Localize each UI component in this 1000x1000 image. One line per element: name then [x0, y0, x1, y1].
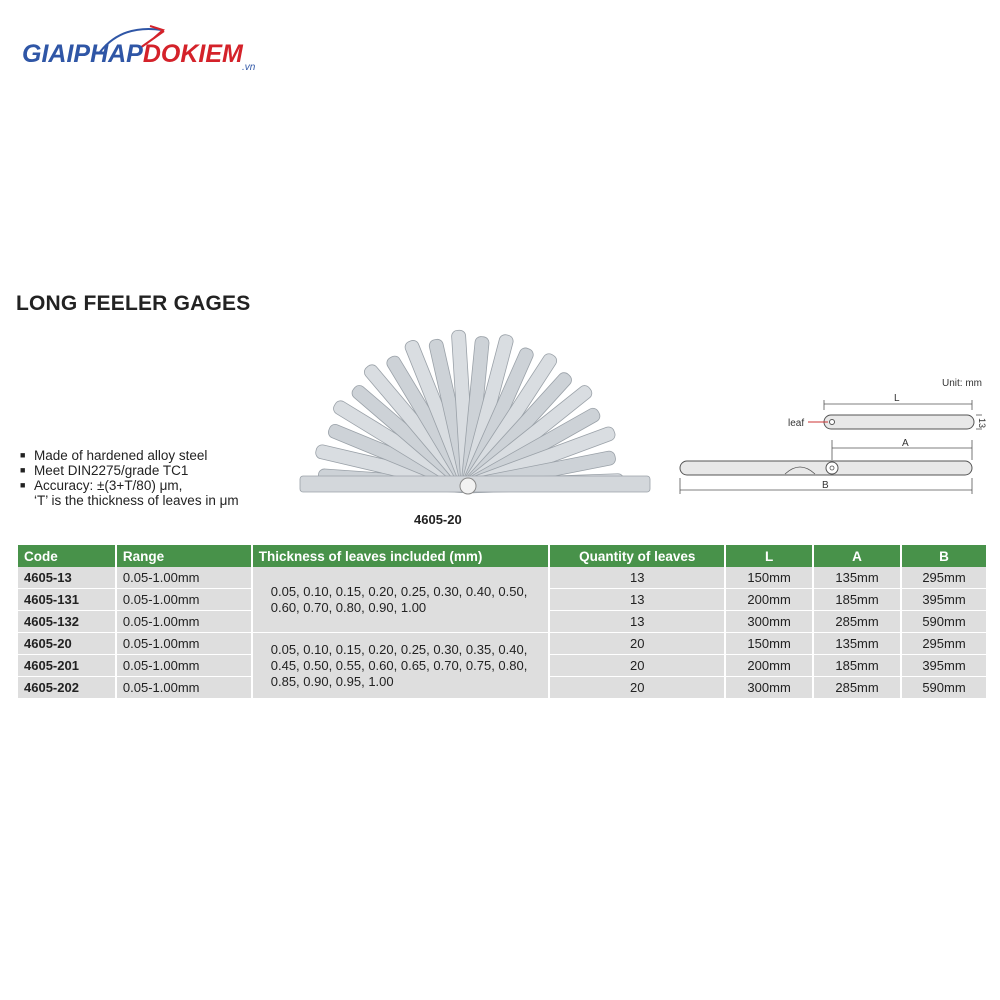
bullet-icon: ■	[20, 450, 26, 460]
feature-item-continued: ‘T’ is the thickness of leaves in μm	[34, 493, 239, 508]
cell-A: 285mm	[813, 611, 901, 633]
table-row	[18, 633, 987, 655]
cell-quantity: 20	[549, 677, 725, 699]
cell-range: 0.05-1.00mm	[116, 589, 252, 611]
cell-quantity: 20	[549, 655, 725, 677]
bullet-icon: ■	[20, 480, 26, 490]
cell-A: 285mm	[813, 677, 901, 699]
col-header-thickness: Thickness of leaves included (mm)	[252, 545, 550, 567]
cell-A: 185mm	[813, 589, 901, 611]
spec-table	[18, 545, 988, 699]
dimension-diagram	[670, 370, 990, 500]
cell-L: 200mm	[725, 655, 813, 677]
col-header-quantity: Quantity of leaves	[549, 545, 725, 567]
width-label: 13	[977, 418, 987, 429]
cell-quantity: 13	[549, 567, 725, 589]
cell-code: 4605-20	[18, 633, 116, 655]
feature-list	[20, 448, 239, 508]
cell-code: 4605-201	[18, 655, 116, 677]
brand-logo	[22, 22, 272, 82]
logo-part2: DOKIEM	[142, 40, 243, 68]
dim-L-label: L	[894, 393, 900, 404]
cell-A: 135mm	[813, 633, 901, 655]
dim-A-label: A	[902, 438, 909, 449]
cell-L: 150mm	[725, 567, 813, 589]
cell-code: 4605-131	[18, 589, 116, 611]
feeler-gage-fan-image	[290, 300, 660, 510]
pivot-screw-icon	[460, 478, 476, 494]
image-caption: 4605-20	[414, 512, 462, 527]
cell-A: 135mm	[813, 567, 901, 589]
cell-L: 300mm	[725, 677, 813, 699]
cell-code: 4605-132	[18, 611, 116, 633]
cell-B: 395mm	[901, 655, 987, 677]
cell-range: 0.05-1.00mm	[116, 567, 252, 589]
unit-label: Unit: mm	[942, 378, 982, 389]
dim-B-label: B	[822, 480, 829, 491]
logo-wordmark	[22, 40, 243, 69]
col-header-B: B	[901, 545, 987, 567]
cell-quantity: 20	[549, 633, 725, 655]
table-header-row	[18, 545, 987, 567]
cell-B: 395mm	[901, 589, 987, 611]
col-header-A: A	[813, 545, 901, 567]
cell-thickness: 0.05, 0.10, 0.15, 0.20, 0.25, 0.30, 0.35, 0.40, 0.45, 0.50, 0.55, 0.60, 0.65, 0.70, 0.75, 0.80, 0.85, 0.90, 0.95, 1.00	[252, 633, 550, 699]
page-title: LONG FEELER GAGES	[16, 292, 251, 315]
cell-code: 4605-13	[18, 567, 116, 589]
leaf-top-view	[824, 415, 974, 429]
cell-A: 185mm	[813, 655, 901, 677]
cell-B: 590mm	[901, 677, 987, 699]
logo-part1: GIAIPHAP	[22, 40, 143, 68]
feature-item: ■ Accuracy: ±(3+T/80) μm,	[20, 478, 183, 493]
table-row	[18, 567, 987, 589]
cell-L: 300mm	[725, 611, 813, 633]
col-header-range: Range	[116, 545, 252, 567]
cell-range: 0.05-1.00mm	[116, 677, 252, 699]
cell-thickness: 0.05, 0.10, 0.15, 0.20, 0.25, 0.30, 0.40, 0.50, 0.60, 0.70, 0.80, 0.90, 1.00	[252, 567, 550, 633]
cell-range: 0.05-1.00mm	[116, 655, 252, 677]
cell-quantity: 13	[549, 589, 725, 611]
cell-range: 0.05-1.00mm	[116, 611, 252, 633]
cell-L: 200mm	[725, 589, 813, 611]
feature-item: ■ Made of hardened alloy steel	[20, 448, 208, 463]
cell-L: 150mm	[725, 633, 813, 655]
cell-B: 295mm	[901, 567, 987, 589]
leaf-label: leaf	[788, 418, 805, 429]
cell-quantity: 13	[549, 611, 725, 633]
col-header-L: L	[725, 545, 813, 567]
col-header-code: Code	[18, 545, 116, 567]
cell-code: 4605-202	[18, 677, 116, 699]
feature-item: ■ Meet DIN2275/grade TC1	[20, 463, 189, 478]
cell-range: 0.05-1.00mm	[116, 633, 252, 655]
cell-B: 590mm	[901, 611, 987, 633]
logo-suffix: .vn	[242, 62, 256, 73]
cell-B: 295mm	[901, 633, 987, 655]
bullet-icon: ■	[20, 465, 26, 475]
